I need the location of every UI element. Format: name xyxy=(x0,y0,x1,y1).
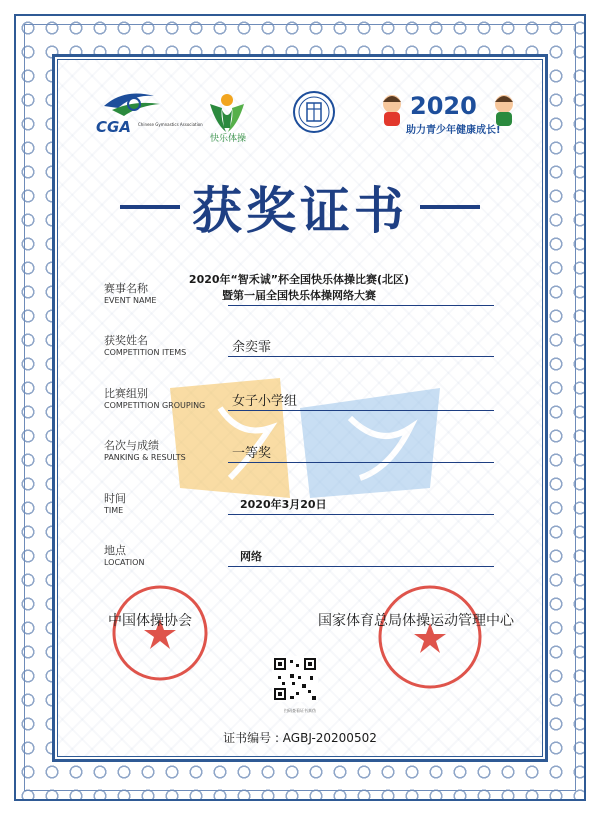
issuer-right: 国家体育总局体操运动管理中心 xyxy=(318,613,514,629)
ranking-results-label: 名次与成绩 PANKING & RESULTS xyxy=(104,439,186,462)
happy-gymnastics-logo-text: 快乐体操 xyxy=(209,134,246,144)
winner-name-value: 余奕霏 xyxy=(232,340,272,355)
title-right-bar xyxy=(420,205,480,209)
event-name-line2: 暨第一届全国快乐体操网络大赛 xyxy=(222,289,376,302)
ranking-results-underline xyxy=(228,462,494,463)
cga-logo-subtitle: Chinese Gymnastics Association xyxy=(138,122,203,127)
red-seal-right-icon xyxy=(376,583,484,691)
certificate-title: 获奖证书 xyxy=(192,181,408,240)
qr-caption: 扫码查看证书真伪 xyxy=(284,708,316,713)
qr-code-icon[interactable] xyxy=(272,656,318,702)
winner-name-label: 获奖姓名 COMPETITION ITEMS xyxy=(104,334,187,357)
event-name-line1: 2020年“智禾诚”杯全国快乐体操比赛(北区) xyxy=(188,273,410,286)
time-label: 时间 TIME xyxy=(104,492,126,515)
issuer-left: 中国体操协会 xyxy=(108,613,192,629)
cga-logo-text: CGA xyxy=(96,118,131,136)
year-badge: 2020 xyxy=(410,92,477,120)
event-name-label: 赛事名称 EVENT NAME xyxy=(104,282,157,305)
ranking-results-value: 一等奖 xyxy=(232,446,272,461)
time-underline xyxy=(228,514,494,515)
title-left-bar xyxy=(120,205,180,209)
certificate-number: 证书编号 : AGBJ-20200502 xyxy=(223,731,377,745)
round-emblem-icon xyxy=(292,90,336,134)
location-value: 网络 xyxy=(240,550,262,563)
red-seal-left-icon xyxy=(110,583,210,683)
cga-logo-icon xyxy=(94,86,203,140)
certificate-title-row xyxy=(100,172,500,242)
location-underline xyxy=(228,566,494,567)
location-label: 地点 LOCATION xyxy=(104,544,145,567)
competition-group-underline xyxy=(228,410,494,411)
slogan-text: 助力青少年健康成长! xyxy=(406,125,501,136)
competition-group-value: 女子小学组 xyxy=(232,394,298,409)
winner-name-underline xyxy=(228,356,494,357)
time-value: 2020年3月20日 xyxy=(240,498,327,511)
competition-group-label: 比赛组别 COMPETITION GROUPING xyxy=(104,387,206,410)
event-name-underline xyxy=(228,305,494,306)
